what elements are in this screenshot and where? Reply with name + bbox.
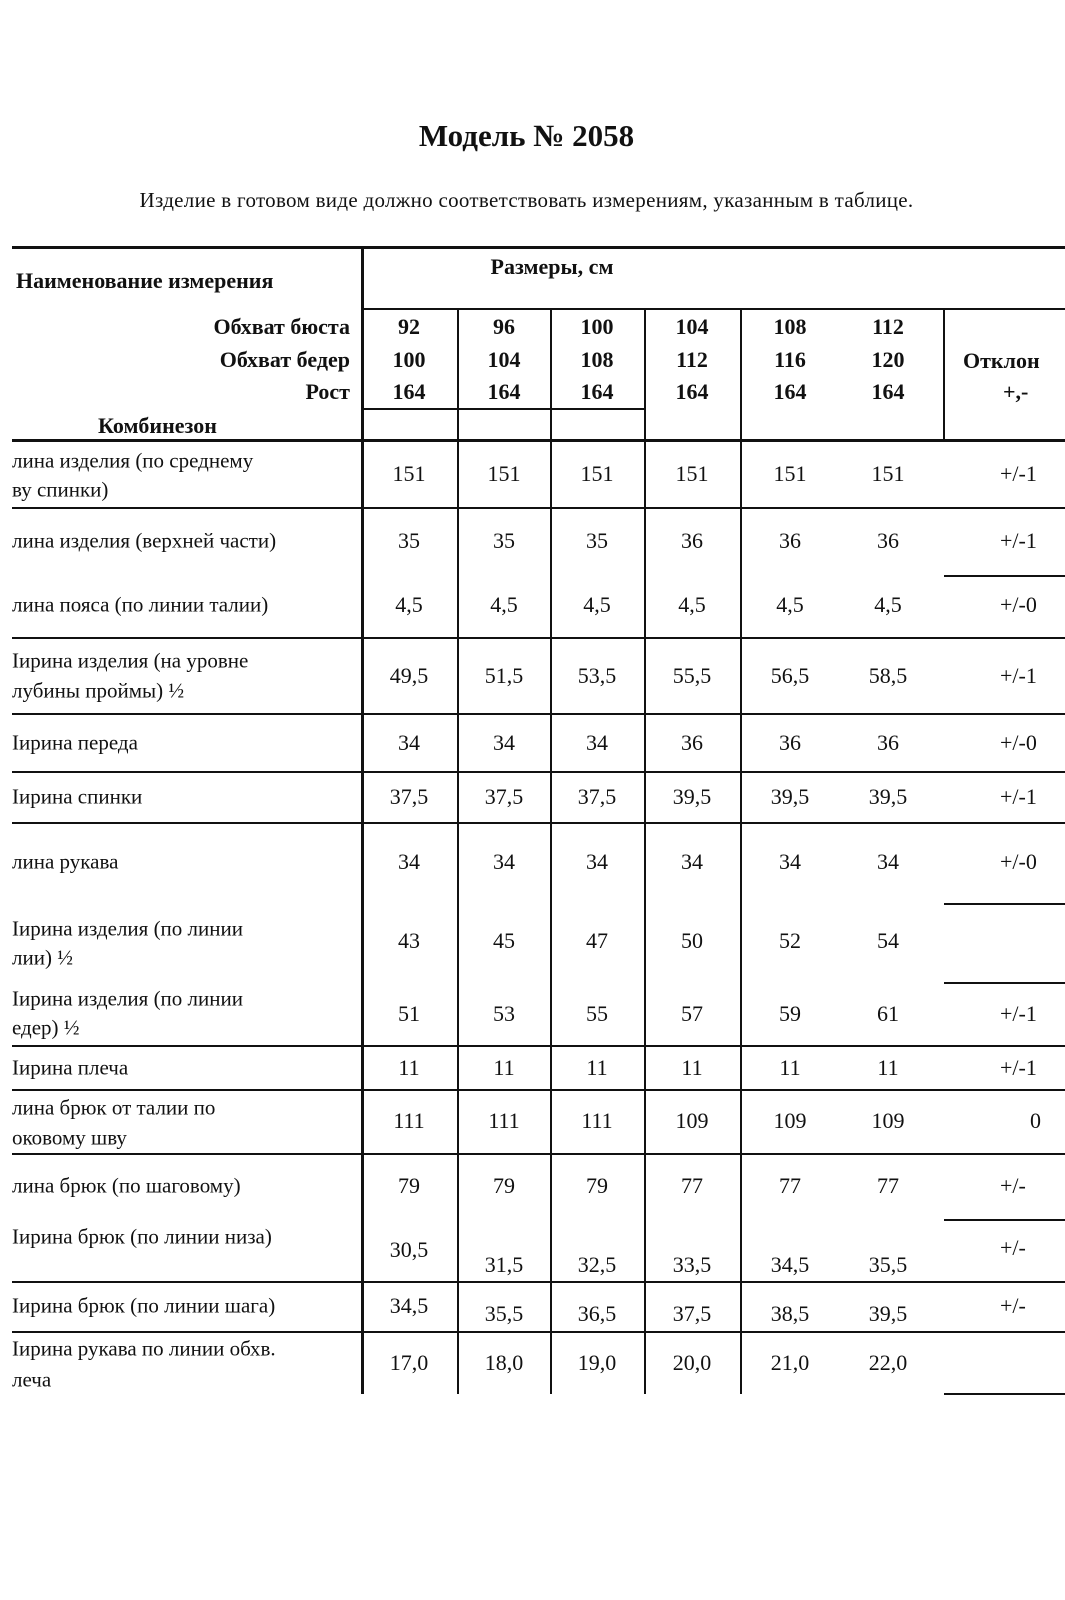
measurement-value: 37,5 — [577, 784, 617, 809]
measurement-value: 35 — [586, 528, 608, 553]
measurement-label: лина рукава — [12, 849, 119, 874]
measurement-label: Iирина плеча — [12, 1055, 129, 1080]
measurement-value: 36 — [681, 730, 703, 755]
measurement-label: леча — [12, 1367, 52, 1392]
measurement-value: 36 — [779, 528, 801, 553]
measurement-value: 56,5 — [770, 663, 810, 688]
measurement-label: лина пояса (по линии талии) — [12, 592, 269, 617]
measurement-label: Iирина брюк (по линии шага) — [12, 1293, 276, 1318]
size-height: 164 — [487, 379, 521, 404]
measurement-value: 34 — [779, 849, 801, 874]
column-divider — [740, 308, 742, 1394]
measurement-value: 39,5 — [770, 784, 810, 809]
deviation-header: Отклон — [963, 348, 1040, 373]
measurement-value: 55,5 — [672, 663, 712, 688]
section-label: Комбинезон — [98, 413, 217, 438]
row-divider — [12, 1153, 1065, 1155]
deviation-value: +/-0 — [1000, 592, 1037, 617]
size-bust: 108 — [773, 314, 807, 339]
measurement-label: лина брюк (по шаговому) — [12, 1173, 241, 1198]
measurement-value: 58,5 — [868, 663, 908, 688]
measurement-label: едер) ½ — [12, 1015, 80, 1040]
deviation-value: +/-1 — [1000, 784, 1037, 809]
measurement-label: Iирина изделия (по линии — [12, 986, 243, 1011]
deviation-value: +/-0 — [1000, 849, 1037, 874]
deviation-value: 0 — [1030, 1108, 1041, 1133]
deviation-value: +/-1 — [1000, 1001, 1037, 1026]
measurement-value: 35,5 — [484, 1301, 524, 1326]
row-divider — [12, 822, 1065, 824]
size-height: 164 — [773, 379, 807, 404]
measurement-value: 34 — [877, 849, 899, 874]
measurement-value: 4,5 — [678, 592, 706, 617]
measurement-value: 45 — [493, 928, 515, 953]
divider — [12, 439, 1065, 442]
measurement-label: оковому шву — [12, 1125, 127, 1150]
measurement-value: 51 — [398, 1001, 420, 1026]
measurement-label: Iирина переда — [12, 730, 138, 755]
measurement-label: Iирина изделия (по линии — [12, 916, 243, 941]
measurement-value: 11 — [779, 1055, 801, 1080]
name-column-header: Наименование измерения — [16, 268, 274, 293]
row-divider — [944, 982, 1065, 984]
measurement-value: 4,5 — [583, 592, 611, 617]
measurement-value: 59 — [779, 1001, 801, 1026]
measurement-label: лубины проймы) ½ — [12, 678, 185, 703]
measurement-value: 4,5 — [776, 592, 804, 617]
measurement-value: 77 — [779, 1173, 801, 1198]
row-divider — [12, 771, 1065, 773]
measurement-label: ву спинки) — [12, 477, 109, 502]
divider — [362, 408, 645, 410]
measurement-value: 32,5 — [577, 1252, 617, 1277]
measurement-value: 36 — [877, 730, 899, 755]
measurement-value: 109 — [871, 1108, 905, 1133]
measurement-value: 4,5 — [874, 592, 902, 617]
size-height: 164 — [580, 379, 614, 404]
size-bust: 92 — [398, 314, 420, 339]
measurement-value: 111 — [393, 1108, 425, 1133]
measurement-value: 39,5 — [868, 1301, 908, 1326]
deviation-value: +/- — [1000, 1235, 1026, 1260]
measurement-value: 34 — [681, 849, 703, 874]
measurement-value: 109 — [773, 1108, 807, 1133]
measurement-label: лина брюк от талии по — [12, 1095, 216, 1120]
row-divider — [944, 903, 1065, 905]
measurement-value: 151 — [487, 461, 521, 486]
size-hips: 108 — [580, 347, 614, 372]
measurement-value: 39,5 — [672, 784, 712, 809]
height-label: Рост — [305, 379, 350, 404]
measurement-value: 4,5 — [490, 592, 518, 617]
measurement-value: 111 — [488, 1108, 520, 1133]
column-divider — [644, 308, 646, 1394]
measurement-value: 34 — [586, 730, 608, 755]
measurement-value: 4,5 — [395, 592, 423, 617]
measurement-value: 31,5 — [484, 1252, 524, 1277]
measurement-value: 37,5 — [484, 784, 524, 809]
size-hips: 100 — [392, 347, 426, 372]
deviation-value: +/-1 — [1000, 663, 1037, 688]
measurement-value: 20,0 — [672, 1350, 712, 1375]
measurement-value: 151 — [392, 461, 426, 486]
measurement-value: 49,5 — [389, 663, 429, 688]
measurement-value: 47 — [586, 928, 608, 953]
size-hips: 112 — [676, 347, 708, 372]
subtitle: Изделие в готовом виде должно соответствовать измерениям, указанным в таблице. — [139, 188, 914, 212]
measurement-value: 109 — [675, 1108, 709, 1133]
measurement-value: 43 — [398, 928, 420, 953]
size-height: 164 — [392, 379, 426, 404]
row-divider — [12, 1089, 1065, 1091]
measurement-value: 54 — [877, 928, 899, 953]
measurement-value: 11 — [681, 1055, 703, 1080]
column-divider — [361, 246, 364, 1394]
measurement-value: 50 — [681, 928, 703, 953]
measurement-value: 39,5 — [868, 784, 908, 809]
size-bust: 112 — [872, 314, 904, 339]
measurement-value: 34 — [586, 849, 608, 874]
measurement-value: 11 — [398, 1055, 420, 1080]
deviation-value: +/-1 — [1000, 461, 1037, 486]
size-hips: 116 — [774, 347, 806, 372]
deviation-value: +/-1 — [1000, 1055, 1037, 1080]
measurement-value: 52 — [779, 928, 801, 953]
size-hips: 120 — [871, 347, 905, 372]
row-divider — [12, 1331, 1065, 1333]
deviation-value: +/-1 — [1000, 528, 1037, 553]
measurement-value: 79 — [398, 1173, 420, 1198]
measurement-value: 33,5 — [672, 1252, 712, 1277]
size-bust: 104 — [675, 314, 709, 339]
measurement-value: 36,5 — [577, 1301, 617, 1326]
measurement-value: 19,0 — [577, 1350, 617, 1375]
measurement-value: 17,0 — [389, 1350, 429, 1375]
measurement-label: Iирина спинки — [12, 784, 143, 809]
measurement-value: 151 — [580, 461, 614, 486]
row-divider — [12, 507, 1065, 509]
measurement-value: 34 — [398, 730, 420, 755]
measurement-value: 77 — [681, 1173, 703, 1198]
table-top-border — [12, 246, 1065, 249]
measurement-value: 79 — [493, 1173, 515, 1198]
size-hips: 104 — [487, 347, 521, 372]
measurement-value: 61 — [877, 1001, 899, 1026]
measurement-value: 35,5 — [868, 1252, 908, 1277]
measurement-value: 151 — [675, 461, 709, 486]
measurement-value: 34 — [398, 849, 420, 874]
row-divider — [12, 637, 1065, 639]
row-divider — [12, 713, 1065, 715]
measurement-value: 35 — [493, 528, 515, 553]
deviation-value: +/- — [1000, 1293, 1026, 1318]
bust-label: Обхват бюста — [213, 314, 350, 339]
measurement-value: 21,0 — [770, 1350, 810, 1375]
measurement-value: 55 — [586, 1001, 608, 1026]
measurement-value: 11 — [493, 1055, 515, 1080]
measurement-value: 11 — [586, 1055, 608, 1080]
measurement-label: лина изделия (по среднему — [12, 448, 254, 473]
measurement-value: 36 — [877, 528, 899, 553]
measurement-value: 30,5 — [389, 1237, 429, 1262]
measurement-label: Iирина брюк (по линии низа) — [12, 1224, 272, 1249]
row-divider — [944, 575, 1065, 577]
measurement-value: 22,0 — [868, 1350, 908, 1375]
measurement-label: лина изделия (верхней части) — [12, 528, 277, 553]
measurement-label: лии) ½ — [12, 945, 73, 970]
measurement-value: 36 — [779, 730, 801, 755]
measurement-value: 36 — [681, 528, 703, 553]
row-divider — [944, 1219, 1065, 1221]
deviation-value: +/-0 — [1000, 730, 1037, 755]
measurement-label: Iирина изделия (на уровне — [12, 648, 249, 673]
size-height: 164 — [871, 379, 905, 404]
measurement-value: 53,5 — [577, 663, 617, 688]
measurement-value: 151 — [871, 461, 905, 486]
hips-label: Обхват бедер — [219, 347, 350, 372]
size-bust: 96 — [493, 314, 515, 339]
sizes-header: Размеры, см — [490, 254, 614, 279]
measurement-value: 151 — [773, 461, 807, 486]
row-divider — [944, 1393, 1065, 1395]
measurement-value: 37,5 — [672, 1301, 712, 1326]
measurement-value: 35 — [398, 528, 420, 553]
deviation-value: +/- — [1000, 1173, 1026, 1198]
measurement-value: 34,5 — [770, 1252, 810, 1277]
page-title: Модель № 2058 — [418, 118, 635, 153]
column-divider — [943, 308, 945, 440]
measurement-value: 79 — [586, 1173, 608, 1198]
measurement-value: 77 — [877, 1173, 899, 1198]
measurement-value: 34 — [493, 730, 515, 755]
row-divider — [12, 1045, 1065, 1047]
measurement-value: 18,0 — [484, 1350, 524, 1375]
measurement-value: 37,5 — [389, 784, 429, 809]
measurement-value: 57 — [681, 1001, 703, 1026]
measurement-value: 38,5 — [770, 1301, 810, 1326]
measurement-value: 111 — [581, 1108, 613, 1133]
row-divider — [12, 1281, 1065, 1283]
size-height: 164 — [675, 379, 709, 404]
measurement-value: 34 — [493, 849, 515, 874]
measurement-label: Iирина рукава по линии обхв. — [12, 1336, 276, 1361]
measurement-value: 11 — [877, 1055, 899, 1080]
measurement-value: 53 — [493, 1001, 515, 1026]
measurement-value: 34,5 — [389, 1293, 429, 1318]
measurement-value: 51,5 — [484, 663, 524, 688]
deviation-subheader: +,- — [1003, 379, 1029, 404]
size-bust: 100 — [580, 314, 614, 339]
divider — [362, 308, 1065, 310]
